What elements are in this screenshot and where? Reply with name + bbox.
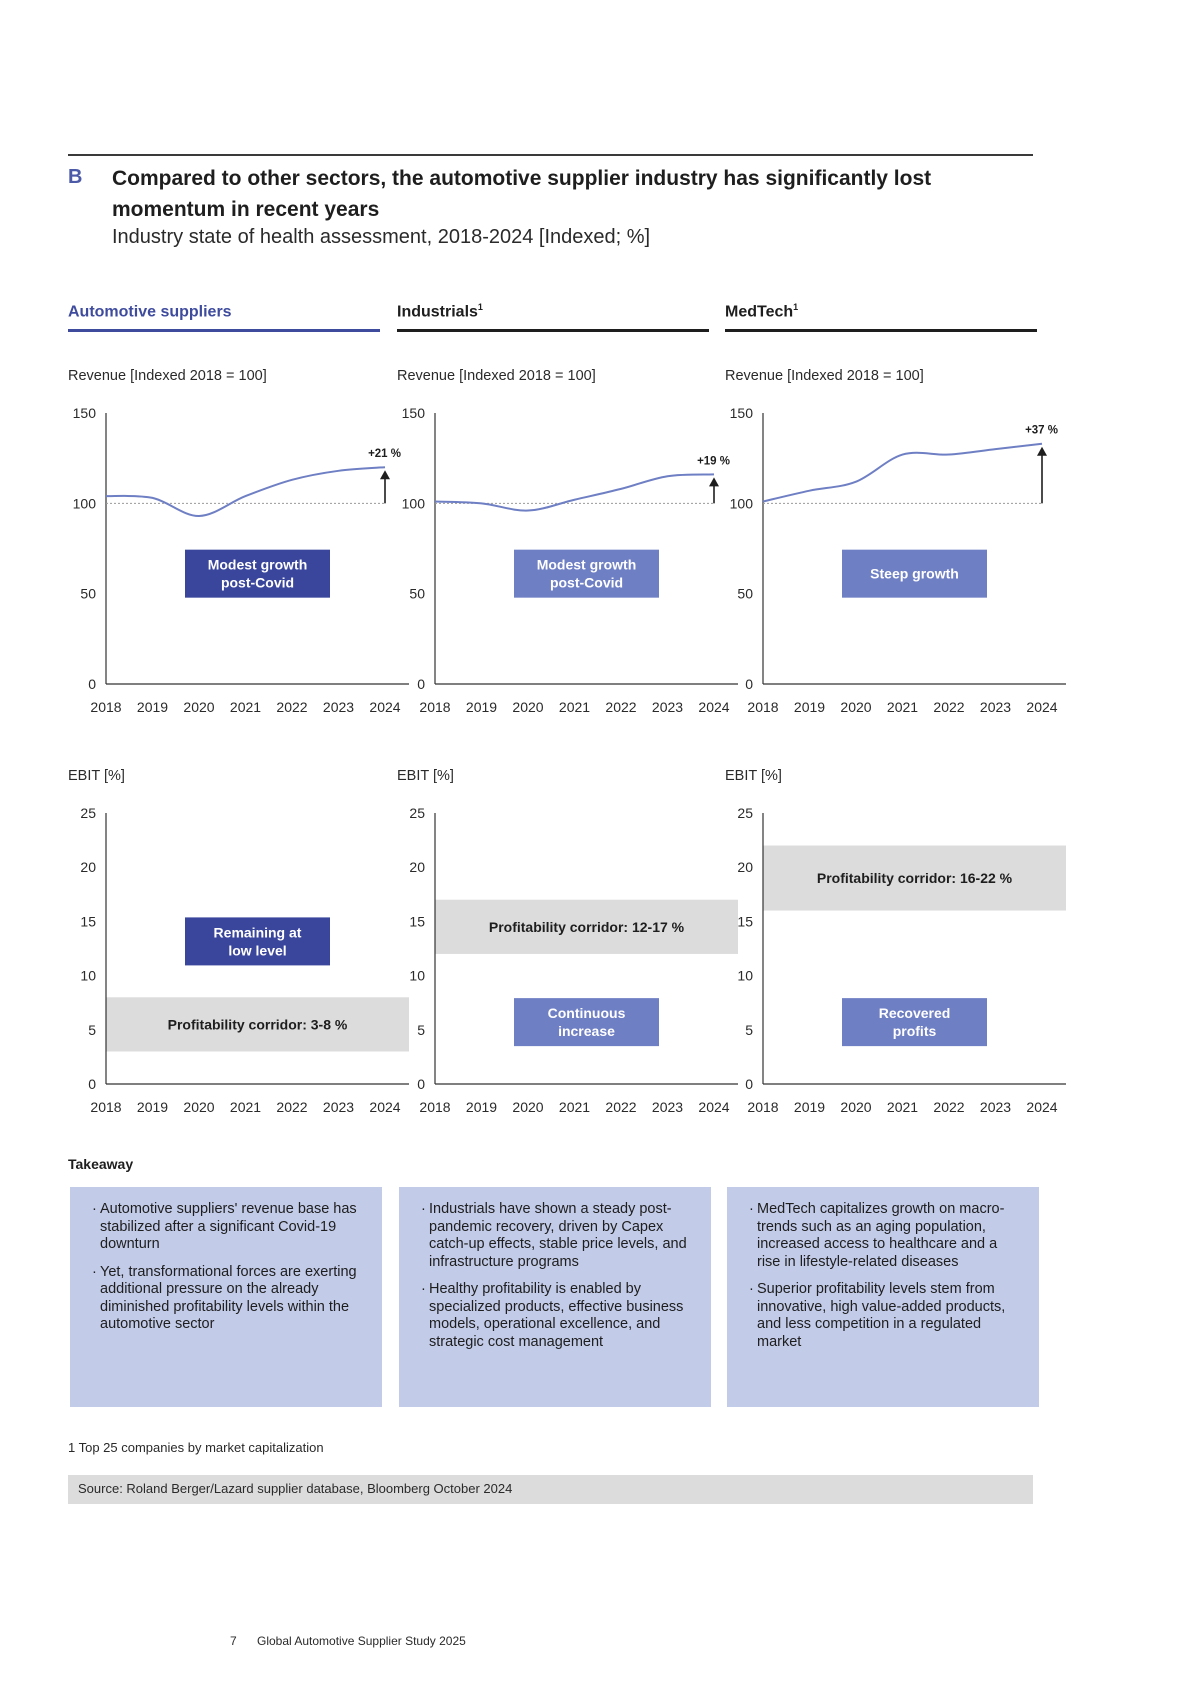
x-tick-label: 2023 xyxy=(322,1099,355,1115)
x-tick-label: 2021 xyxy=(886,699,919,715)
callout-label: low level xyxy=(228,942,287,959)
x-tick-label: 2022 xyxy=(605,1099,637,1115)
x-tick-label: 2023 xyxy=(979,1099,1012,1115)
column-header-automotive: Automotive suppliers xyxy=(68,302,380,332)
x-tick-label: 2019 xyxy=(793,699,826,715)
ebit-chart-automotive xyxy=(64,800,404,1120)
change-label: +37 % xyxy=(1025,424,1058,437)
page-number: 7 xyxy=(230,1634,237,1648)
callout-label: Remaining at xyxy=(213,924,302,941)
change-arrowhead xyxy=(1037,447,1047,456)
revenue-line xyxy=(435,474,714,510)
y-tick-label: 150 xyxy=(401,405,425,421)
x-tick-label: 2022 xyxy=(276,699,308,715)
publication-title: Global Automotive Supplier Study 2025 xyxy=(257,1634,466,1648)
x-tick-label: 2019 xyxy=(465,699,498,715)
revenue-chart-title-medtech: Revenue [Indexed 2018 = 100] xyxy=(725,368,924,384)
takeaway-box-automotive xyxy=(70,1187,382,1407)
x-tick-label: 2021 xyxy=(558,699,591,715)
y-tick-label: 0 xyxy=(88,1076,96,1092)
page-title: Compared to other sectors, the automotive supplier industry has significantly lost momentum in recent years xyxy=(112,167,932,221)
revenue-chart-automotive xyxy=(64,400,404,720)
callout-label: Continuous xyxy=(547,1005,626,1022)
y-tick-label: 5 xyxy=(745,1021,753,1038)
ebit-chart-title-medtech: EBIT [%] xyxy=(725,768,782,784)
revenue-chart-title-industrials: Revenue [Indexed 2018 = 100] xyxy=(397,368,596,384)
callout-label: profits xyxy=(892,1023,937,1040)
change-label: +21 % xyxy=(368,448,401,461)
callout-label: post-Covid xyxy=(549,574,624,591)
footnote: 1 Top 25 companies by market capitalization xyxy=(68,1440,324,1455)
y-tick-label: 5 xyxy=(417,1021,425,1038)
y-tick-label: 20 xyxy=(409,859,425,876)
y-tick-label: 100 xyxy=(401,495,425,512)
callout-label: Modest growth xyxy=(207,556,308,573)
takeaway-point: · Superior profitability levels stem from innovative, high value-added products, and less competition in a regulated market xyxy=(749,1281,1021,1351)
column-header-medtech: MedTech$^1$ xyxy=(725,302,1037,332)
x-tick-label: 2024 xyxy=(369,699,401,715)
revenue-chart-medtech xyxy=(721,400,1061,720)
ebit-chart-industrials xyxy=(393,800,733,1120)
takeaway-point: · Automotive suppliers' revenue base has stabilized after a significant Covid-19 downturn xyxy=(92,1201,364,1254)
y-tick-label: 25 xyxy=(409,805,425,821)
x-tick-label: 2018 xyxy=(747,699,779,715)
x-tick-label: 2020 xyxy=(840,1099,872,1115)
y-tick-label: 0 xyxy=(417,1076,425,1092)
y-tick-label: 100 xyxy=(729,495,753,512)
x-tick-label: 2022 xyxy=(605,699,637,715)
x-tick-label: 2021 xyxy=(229,699,262,715)
x-tick-label: 2021 xyxy=(558,1099,591,1115)
callout-label: Recovered xyxy=(878,1005,951,1022)
x-tick-label: 2021 xyxy=(229,1099,262,1115)
y-tick-label: 0 xyxy=(417,676,425,692)
takeaway-box-medtech xyxy=(727,1187,1039,1407)
ebit-chart-title-automotive: EBIT [%] xyxy=(68,768,125,784)
corridor-label: Profitability corridor: 12-17 % xyxy=(488,918,685,935)
x-tick-label: 2022 xyxy=(933,1099,965,1115)
x-tick-label: 2019 xyxy=(793,1099,826,1115)
x-tick-label: 2019 xyxy=(136,699,169,715)
y-tick-label: 5 xyxy=(88,1021,96,1038)
callout-label: Steep growth xyxy=(870,565,959,582)
y-tick-label: 50 xyxy=(737,585,753,602)
x-tick-label: 2020 xyxy=(183,1099,215,1115)
source-note: Source: Roland Berger/Lazard supplier database, Bloomberg October 2024 xyxy=(68,1475,1033,1504)
y-tick-label: 10 xyxy=(409,967,425,984)
x-tick-label: 2018 xyxy=(419,699,451,715)
x-tick-label: 2024 xyxy=(698,1099,730,1115)
corridor-label: Profitability corridor: 3-8 % xyxy=(167,1016,348,1033)
x-tick-label: 2024 xyxy=(369,1099,401,1115)
revenue-chart-title-automotive: Revenue [Indexed 2018 = 100] xyxy=(68,368,267,384)
y-tick-label: 50 xyxy=(80,585,96,602)
y-tick-label: 150 xyxy=(729,405,753,421)
takeaway-point: · MedTech capitalizes growth on macro-trends such as an aging population, increased access to healthcare and a rise in lifestyle-related diseases xyxy=(749,1201,1021,1271)
takeaway-point: · Healthy profitability is enabled by specialized products, effective business models, operational excellence, and strategic cost management xyxy=(421,1281,693,1351)
x-tick-label: 2020 xyxy=(183,699,215,715)
y-tick-label: 0 xyxy=(88,676,96,692)
y-tick-label: 0 xyxy=(745,676,753,692)
top-rule xyxy=(68,154,1033,156)
ebit-chart-title-industrials: EBIT [%] xyxy=(397,768,454,784)
takeaway-point: · Industrials have shown a steady post-pandemic recovery, driven by Capex catch-up effects, stable price levels, and infrastructure programs xyxy=(421,1201,693,1271)
revenue-chart-industrials xyxy=(393,400,733,720)
x-tick-label: 2020 xyxy=(512,699,544,715)
x-tick-label: 2023 xyxy=(979,699,1012,715)
change-arrowhead xyxy=(380,470,390,479)
y-tick-label: 10 xyxy=(737,967,753,984)
y-tick-label: 100 xyxy=(72,495,96,512)
change-label: +19 % xyxy=(697,455,730,468)
y-tick-label: 20 xyxy=(80,859,96,876)
callout-label: Modest growth xyxy=(536,556,637,573)
x-tick-label: 2018 xyxy=(90,1099,122,1115)
x-tick-label: 2023 xyxy=(322,699,355,715)
y-tick-label: 50 xyxy=(409,585,425,602)
revenue-line xyxy=(763,444,1042,502)
x-tick-label: 2022 xyxy=(933,699,965,715)
takeaway-title: Takeaway xyxy=(68,1156,134,1172)
x-tick-label: 2024 xyxy=(1026,1099,1058,1115)
y-tick-label: 15 xyxy=(737,913,753,930)
x-tick-label: 2018 xyxy=(90,699,122,715)
x-tick-label: 2020 xyxy=(512,1099,544,1115)
x-tick-label: 2023 xyxy=(651,699,684,715)
ebit-chart-medtech xyxy=(721,800,1061,1120)
y-tick-label: 10 xyxy=(80,967,96,984)
column-header-industrials: Industrials$^1$ xyxy=(397,302,709,332)
x-tick-label: 2023 xyxy=(651,1099,684,1115)
page-subtitle: Industry state of health assessment, 2018-2024 [Indexed; %] xyxy=(112,226,651,248)
y-tick-label: 25 xyxy=(737,805,753,821)
x-tick-label: 2022 xyxy=(276,1099,308,1115)
x-tick-label: 2020 xyxy=(840,699,872,715)
x-tick-label: 2018 xyxy=(747,1099,779,1115)
y-tick-label: 15 xyxy=(409,913,425,930)
takeaway-point: · Yet, transformational forces are exerting additional pressure on the already diminished profitability levels within the automotive sector xyxy=(92,1264,364,1334)
callout-label: post-Covid xyxy=(220,574,295,591)
change-arrowhead xyxy=(709,477,719,486)
callout-label: increase xyxy=(558,1023,615,1040)
y-tick-label: 15 xyxy=(80,913,96,930)
revenue-line xyxy=(106,467,385,516)
section-letter: B xyxy=(68,166,83,188)
x-tick-label: 2024 xyxy=(1026,699,1058,715)
y-tick-label: 0 xyxy=(745,1076,753,1092)
x-tick-label: 2021 xyxy=(886,1099,919,1115)
y-tick-label: 25 xyxy=(80,805,96,821)
x-tick-label: 2024 xyxy=(698,699,730,715)
x-tick-label: 2018 xyxy=(419,1099,451,1115)
x-tick-label: 2019 xyxy=(136,1099,169,1115)
x-tick-label: 2019 xyxy=(465,1099,498,1115)
takeaway-box-industrials xyxy=(399,1187,711,1407)
corridor-label: Profitability corridor: 16-22 % xyxy=(816,870,1013,887)
y-tick-label: 150 xyxy=(72,405,96,421)
y-tick-label: 20 xyxy=(737,859,753,876)
